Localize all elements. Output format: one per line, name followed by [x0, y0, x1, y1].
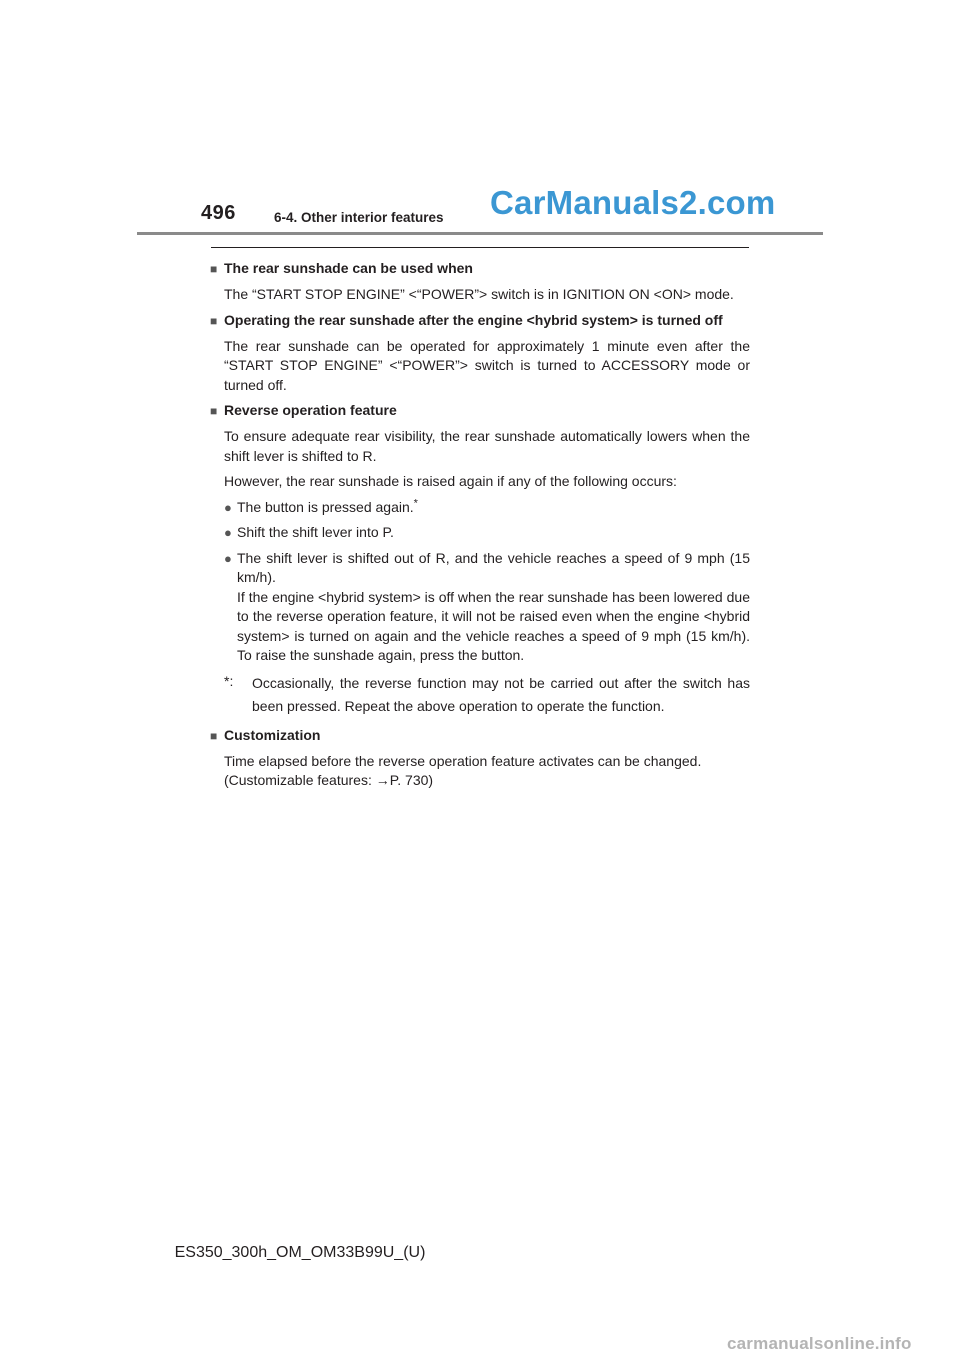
arrow-right-icon: →: [375, 772, 390, 788]
reference-prefix: (Customizable features:: [224, 772, 376, 788]
heading-text: Reverse operation feature: [224, 402, 397, 418]
round-bullet-icon: ●: [224, 550, 232, 566]
square-bullet-icon: ■: [210, 262, 218, 276]
section-heading: [210, 311, 750, 331]
paragraph: [224, 752, 750, 791]
header-rule: [137, 232, 823, 235]
paragraph: The “START STOP ENGINE” <“POWER”> switch is in IGNITION ON <ON> mode.: [224, 286, 734, 302]
list-item: [224, 498, 750, 518]
reference-text: P. 730): [389, 772, 434, 788]
section-usage: [210, 259, 750, 305]
bullet-text: The shift lever is shifted out of R, and the vehicle reaches a speed of 9 mph (15 km/h).: [237, 549, 750, 585]
section-heading: [210, 726, 750, 746]
bullet-text: The button is pressed again.: [237, 498, 414, 515]
footnote-mark: *: [413, 496, 418, 509]
page-reference[interactable]: [224, 772, 433, 788]
section-heading: [210, 401, 750, 421]
round-bullet-icon: ●: [224, 499, 232, 515]
heading-text: Operating the rear sunshade after the engine <hybrid system> is turned off: [224, 311, 723, 328]
heading-text: Customization: [224, 726, 321, 743]
footnote-text: Occasionally, the reverse function may not be carried out after the switch has been pressed. Repeat the above operation to operate the function.: [252, 674, 750, 714]
footnote-label: *:: [224, 672, 234, 689]
section-heading: [210, 259, 750, 279]
section-after-off: [210, 311, 750, 396]
page-content: [210, 259, 750, 797]
footnote: [224, 672, 750, 718]
brand-footer[interactable]: carmanualsonline.info: [727, 1334, 912, 1353]
list-item: [224, 523, 750, 543]
bullet-extra-text: If the engine <hybrid system> is off when the rear sunshade has been lowered due to the reverse operation feature, it will not be raised even when the engine <hybrid system> is turned on again and the vehicle reaches a speed of 9 mph (15 km/h). To raise the sunshade again, press the button.: [237, 588, 750, 663]
content-rule: [211, 247, 749, 248]
square-bullet-icon: ■: [210, 404, 218, 418]
heading-text: The rear sunshade can be used when: [224, 260, 473, 276]
section-customization: [210, 726, 750, 791]
bullet-text: Shift the shift lever into P.: [237, 524, 394, 540]
paragraph: To ensure adequate rear visibility, the rear sunshade automatically lowers when the shift lever is shifted to R.: [224, 428, 750, 464]
square-bullet-icon: ■: [210, 313, 218, 328]
watermark-logo[interactable]: CarManuals2.com: [490, 184, 776, 221]
section-title: 6-4. Other interior features: [274, 210, 444, 225]
section-reverse-operation: [210, 401, 750, 718]
round-bullet-icon: ●: [224, 525, 232, 540]
document-code: ES350_300h_OM_OM33B99U_(U): [174, 1244, 426, 1261]
page-number: 496: [201, 202, 236, 224]
paragraph: However, the rear sunshade is raised again if any of the following occurs:: [224, 473, 677, 489]
list-item: [224, 549, 750, 666]
square-bullet-icon: ■: [210, 728, 218, 743]
paragraph-text: Time elapsed before the reverse operation feature activates can be changed.: [224, 752, 702, 769]
paragraph: The rear sunshade can be operated for approximately 1 minute even after the “START STOP ENGINE” <“POWER”> switch is turned to ACCESSORY mode or turned off.: [224, 337, 750, 393]
